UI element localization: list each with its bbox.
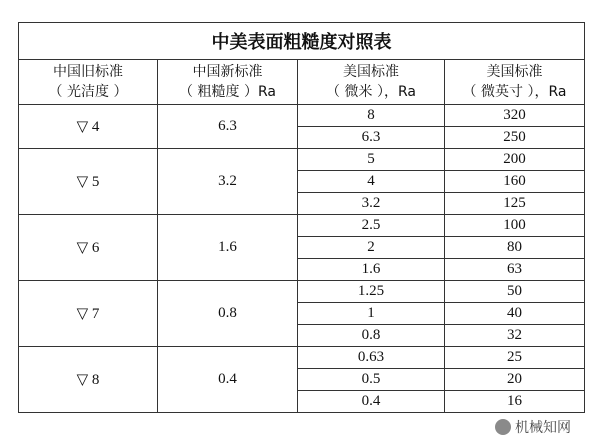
microinch-cell: 250 bbox=[445, 127, 585, 149]
watermark bbox=[495, 417, 571, 437]
ra-new-cell: 0.4 bbox=[158, 347, 298, 413]
microinch-cell: 200 bbox=[445, 149, 585, 171]
grade-cell: ▽ 4 bbox=[19, 105, 158, 149]
header-us-micron-line1: 美国标准 bbox=[343, 64, 399, 80]
header-cn-old bbox=[19, 60, 158, 105]
micron-cell: 4 bbox=[298, 171, 445, 193]
microinch-cell: 100 bbox=[445, 215, 585, 237]
micron-cell: 8 bbox=[298, 105, 445, 127]
grade-cell: ▽ 5 bbox=[19, 149, 158, 215]
grade-cell: ▽ 6 bbox=[19, 215, 158, 281]
table-row bbox=[19, 149, 585, 171]
header-us-microinch-line1: 美国标准 bbox=[486, 64, 543, 80]
micron-cell: 6.3 bbox=[298, 127, 445, 149]
microinch-cell: 80 bbox=[445, 237, 585, 259]
table-title: 中美表面粗糙度对照表 bbox=[19, 23, 585, 60]
microinch-cell: 320 bbox=[445, 105, 585, 127]
micron-cell: 2.5 bbox=[298, 215, 445, 237]
grade-cell: ▽ 8 bbox=[19, 347, 158, 413]
header-cn-new-line2: （ 粗糙度 ）Ra bbox=[179, 84, 276, 100]
header-cn-new bbox=[158, 60, 298, 105]
table-row bbox=[19, 215, 585, 237]
wechat-icon bbox=[495, 419, 511, 435]
microinch-cell: 160 bbox=[445, 171, 585, 193]
table-row bbox=[19, 281, 585, 303]
micron-cell: 5 bbox=[298, 149, 445, 171]
header-row bbox=[19, 60, 585, 105]
header-us-microinch-line2: （ 微英寸 ），Ra bbox=[462, 84, 567, 100]
ra-new-cell: 3.2 bbox=[158, 149, 298, 215]
ra-new-cell: 6.3 bbox=[158, 105, 298, 149]
micron-cell: 2 bbox=[298, 237, 445, 259]
header-cn-new-line1: 中国新标准 bbox=[192, 64, 263, 80]
header-cn-old-line1: 中国旧标准 bbox=[53, 64, 123, 80]
header-us-microinch bbox=[445, 60, 585, 105]
micron-cell: 0.5 bbox=[298, 369, 445, 391]
micron-cell: 3.2 bbox=[298, 193, 445, 215]
microinch-cell: 20 bbox=[445, 369, 585, 391]
header-cn-old-line2: （ 光洁度 ） bbox=[48, 84, 128, 100]
micron-cell: 1 bbox=[298, 303, 445, 325]
header-us-micron-line2: （ 微米 ），Ra bbox=[326, 84, 416, 100]
ra-new-cell: 0.8 bbox=[158, 281, 298, 347]
microinch-cell: 25 bbox=[445, 347, 585, 369]
microinch-cell: 40 bbox=[445, 303, 585, 325]
micron-cell: 0.63 bbox=[298, 347, 445, 369]
micron-cell: 1.6 bbox=[298, 259, 445, 281]
microinch-cell: 63 bbox=[445, 259, 585, 281]
ra-new-cell: 1.6 bbox=[158, 215, 298, 281]
table-wrapper bbox=[18, 22, 585, 413]
table-row bbox=[19, 105, 585, 127]
micron-cell: 0.4 bbox=[298, 391, 445, 413]
microinch-cell: 125 bbox=[445, 193, 585, 215]
microinch-cell: 32 bbox=[445, 325, 585, 347]
watermark-text: 机械知网 bbox=[515, 420, 571, 436]
roughness-comparison-table bbox=[18, 22, 585, 413]
header-us-micron bbox=[298, 60, 445, 105]
grade-cell: ▽ 7 bbox=[19, 281, 158, 347]
micron-cell: 0.8 bbox=[298, 325, 445, 347]
micron-cell: 1.25 bbox=[298, 281, 445, 303]
microinch-cell: 16 bbox=[445, 391, 585, 413]
table-row bbox=[19, 347, 585, 369]
microinch-cell: 50 bbox=[445, 281, 585, 303]
